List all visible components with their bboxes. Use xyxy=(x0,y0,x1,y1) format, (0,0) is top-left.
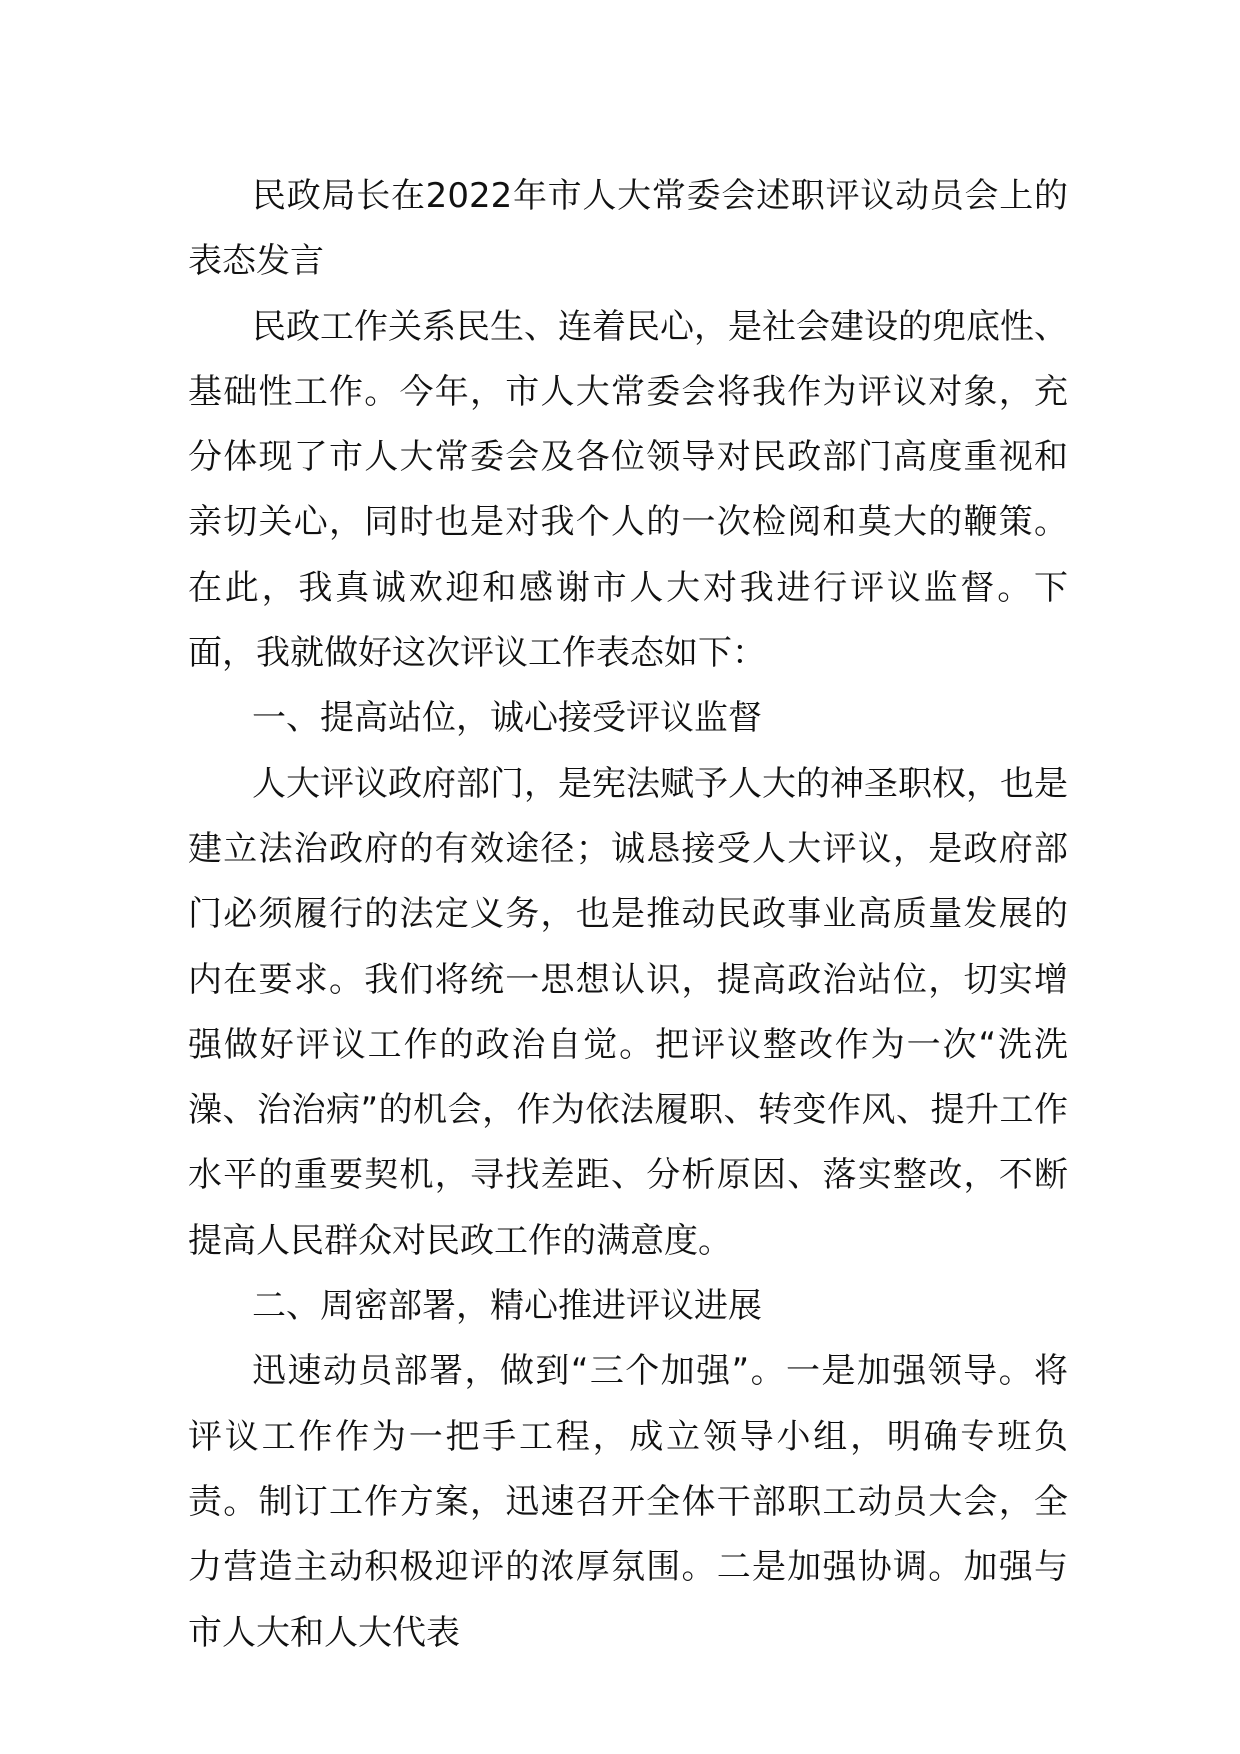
document-title: 民政局长在2022年市人大常委会述职评议动员会上的表态发言 xyxy=(188,176,1068,282)
section-1-heading: 一、提高站位，诚心接受评议监督 xyxy=(252,698,762,739)
section-1-paragraph: 人大评议政府部门，是宪法赋予人大的神圣职权，也是建立法治政府的有效途径；诚恳接受人大评议，是政府部门必须履行的法定义务，也是推动民政事业高质量发展的内在要求。我们将统一思想认识，提高政治站位，切实增强做好评议工作的政治自觉。把评议整改作为一次“洗洗澡、治治病”的机会，作为依法履职、转变作风、提升工作水平的重要契机，寻找差距、分析原因、落实整改，不断提高人民群众对民政工作的满意度。 xyxy=(188,763,1068,1261)
section-2-paragraph: 迅速动员部署，做到“三个加强”。一是加强领导。将评议工作作为一把手工程，成立领导小组，明确专班负责。制订工作方案，迅速召开全体干部职工动员大会，全力营造主动积极迎评的浓厚氛围。二是加强协调。加强与市人大和人大代表 xyxy=(188,1351,1068,1653)
document-body xyxy=(188,164,1068,1666)
intro-paragraph: 民政工作关系民生、连着民心，是社会建设的兜底性、基础性工作。今年，市人大常委会将我作为评议对象，充分体现了市人大常委会及各位领导对民政部门高度重视和亲切关心，同时也是对我个人的一次检阅和莫大的鞭策。在此，我真诚欢迎和感谢市人大对我进行评议监督。下面，我就做好这次评议工作表态如下： xyxy=(188,306,1068,674)
section-2-heading: 二、周密部署，精心推进评议进展 xyxy=(252,1286,762,1327)
